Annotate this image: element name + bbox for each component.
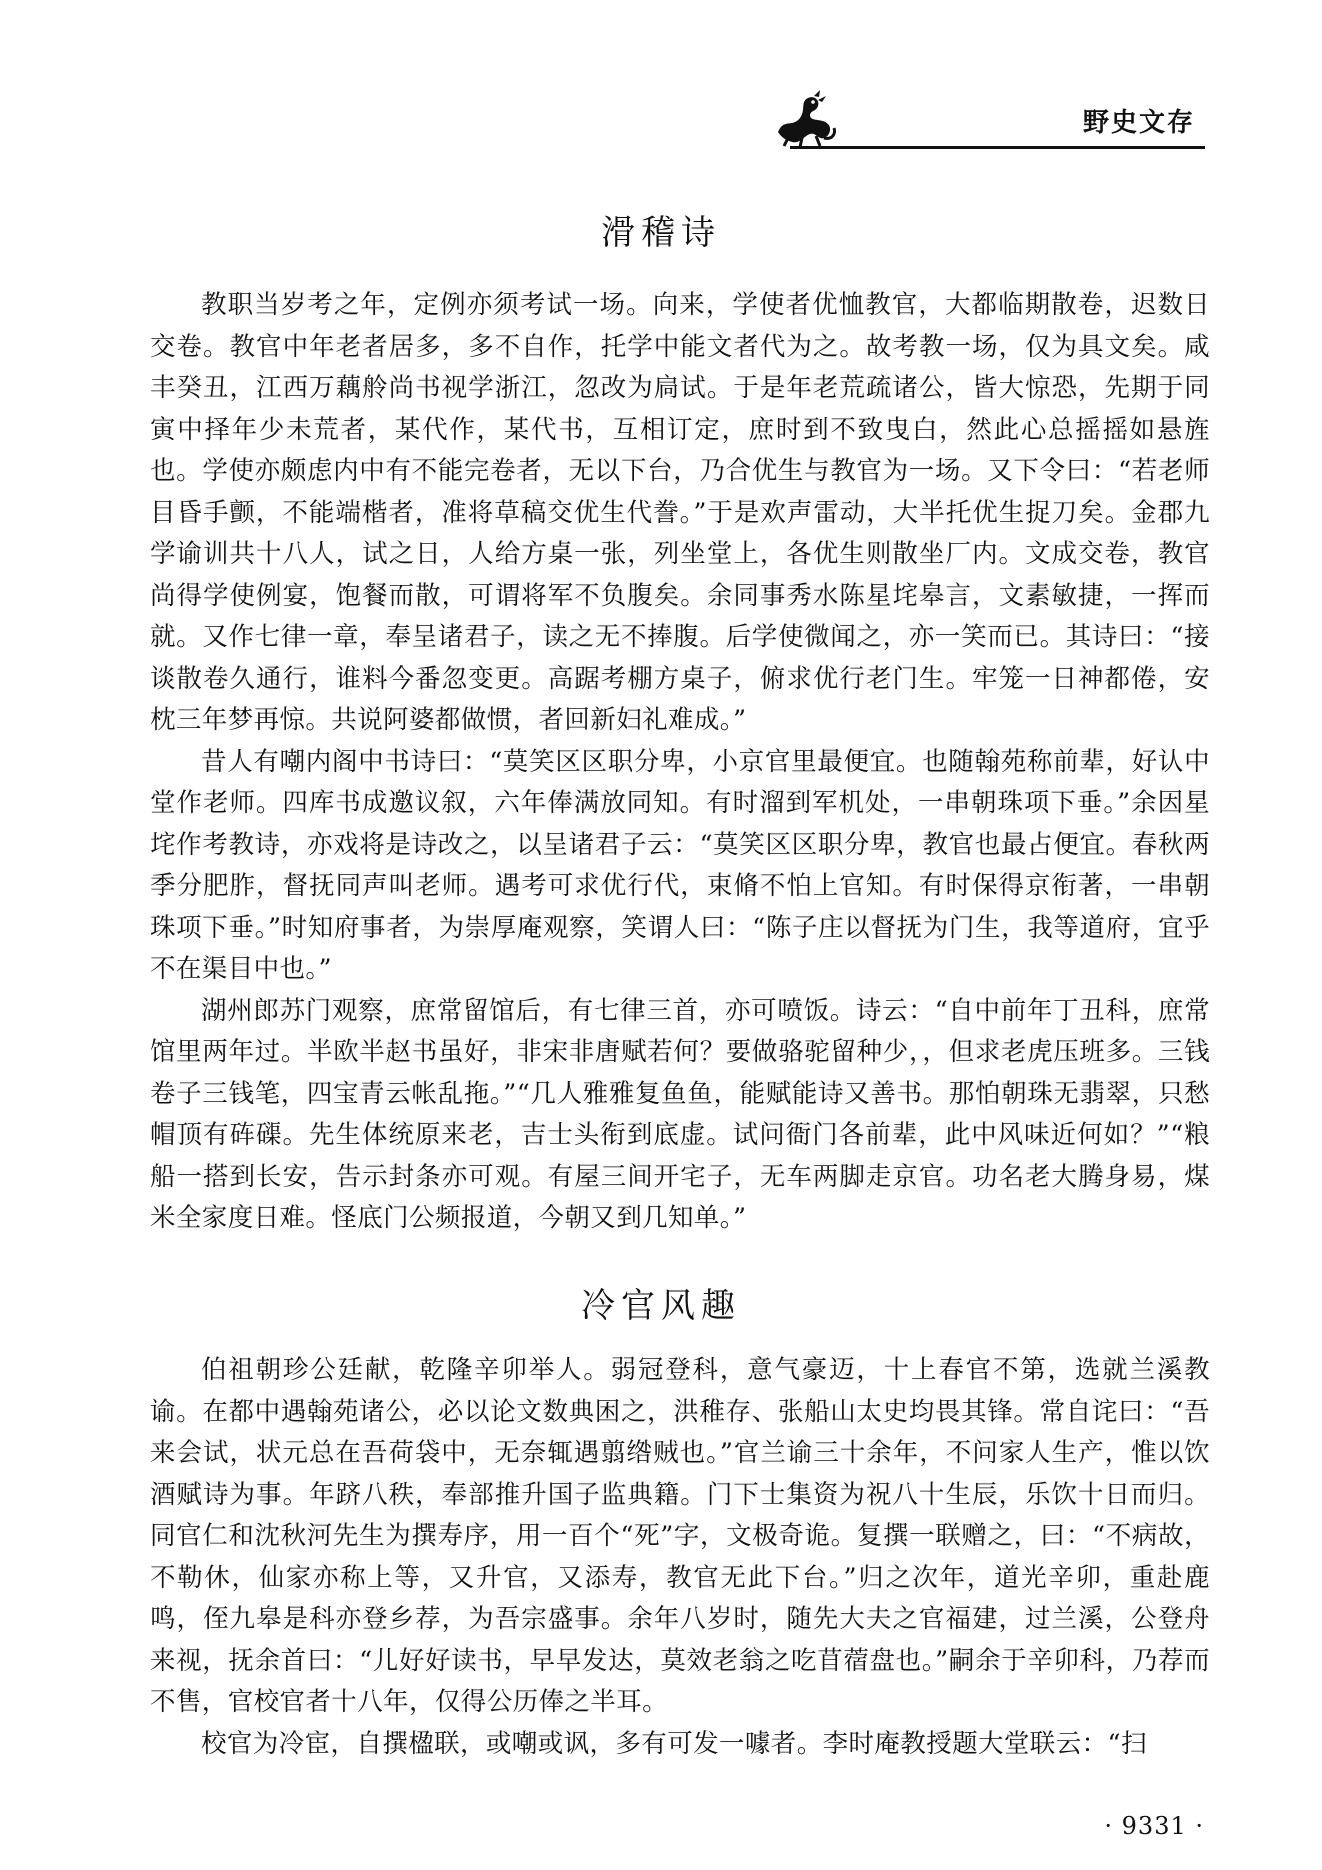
running-header (770, 80, 1205, 150)
paragraph: 伯祖朝珍公廷献，乾隆辛卯举人。弱冠登科，意气豪迈，十上春官不第，选就兰溪教谕。在都中遇翰苑诸公，必以论文数典困之，洪稚存、张船山太史均畏其锋。常自诧曰：“吾来会试，状元总在吾荷袋中，无奈辄遇翦绺贼也。”官兰谕三十余年，不问家人生产，惟以饮酒赋诗为事。年跻八秩，奉部推升国子监典籍。门下士集资为祝八十生辰，乐饮十日而归。同官仁和沈秋河先生为撰寿序，用一百个“死”字，文极奇诡。复撰一联赠之，曰：“不病故，不勒休，仙家亦称上等，又升官，又添寿，教官无此下台。”归之次年，道光辛卯，重赴鹿鸣，侄九皋是科亦登乡荐，为吾宗盛事。余年八岁时，随先大夫之官福建，过兰溪，公登舟来视，抚余首曰：“儿好好读书，早早发达，莫效老翁之吃苜蓿盘也。”嗣余于辛卯科，乃荐而不售，官校官者十八年，仅得公历俸之半耳。 (150, 1355, 1210, 1717)
article-body (150, 1350, 1210, 1765)
paragraph: 教职当岁考之年，定例亦须考试一场。向来，学使者优恤教官，大都临期散卷，迟数日交卷。教官中年老者居多，多不自作，托学中能文者代为之。故考教一场，仅为具文矣。咸丰癸丑，江西万藕舲尚书视学浙江，忽改为扃试。于是年老荒疏诸公，皆大惊恐，先期于同寅中择年少未荒者，某代作，某代书，互相订定，庶时到不致曳白，然此心总摇摇如悬旌也。学使亦颇虑内中有不能完卷者，无以下台，乃合优生与教官为一场。又下令曰：“若老师目昏手颤，不能端楷者，准将草稿交优生代誊。”于是欢声雷动，大半托优生捉刀矣。金郡九学谕训共十八人，试之日，人给方桌一张，列坐堂上，各优生则散坐厂内。文成交卷，教官尚得学使例宴，饱餐而散，可谓将军不负腹矣。余同事秀水陈星垞皋言，文素敏捷，一挥而就。又作七律一章，奉呈诸君子，读之无不捧腹。后学使微闻之，亦一笑而已。其诗曰：“接谈散卷久通行，谁料今番忽变更。高踞考棚方桌子，俯求优行老门生。牢笼一日神都倦，安枕三年梦再惊。共说阿婆都做惯，者回新妇礼难成。” (150, 290, 1210, 735)
header-rule (790, 146, 1205, 149)
page-number: · 9331 · (1104, 1812, 1204, 1840)
dragon-icon (770, 88, 840, 148)
paragraph: 昔人有嘲内阁中书诗曰：“莫笑区区职分卑，小京官里最便宜。也随翰苑称前辈，好认中堂作老师。四库书成邀议叙，六年俸满放同知。有时溜到军机处，一串朝珠项下垂。”余因星垞作考教诗，亦戏将是诗改之，以呈诸君子云：“莫笑区区职分卑，教官也最占便宜。春秋两季分肥胙，督抚同声叫老师。遇考可求优行代，束脩不怕上官知。有时保得京衔著，一串朝珠项下垂。”时知府事者，为崇厚庵观察，笑谓人曰：“陈子庄以督抚为门生，我等道府，宜乎不在渠目中也。” (150, 746, 1210, 984)
series-title: 野史文存 (1082, 108, 1195, 138)
paragraph: 湖州郎苏门观察，庶常留馆后，有七律三首，亦可喷饭。诗云：“自中前年丁丑科，庶常馆里两年过。半欧半赵书虽好，非宋非唐赋若何？要做骆驼留种少，，但求老虎压班多。三钱卷子三钱笔，四宝青云帐乱拖。”“几人雅雅复鱼鱼，能赋能诗又善书。那怕朝珠无翡翠，只愁帽顶有砗磲。先生体统原来老，吉士头衔到底虚。试问衙门各前辈，此中风味近何如？”“粮船一搭到长安，告示封条亦可观。有屋三间开宅子，无车两脚走京官。功名老大腾身易，煤米全家度日难。怪底门公频报道，今朝又到几知单。” (150, 995, 1210, 1233)
section-title: 滑稽诗 (601, 213, 721, 253)
section-title: 冷官风趣 (581, 1286, 741, 1326)
paragraph: 校官为冷宦，自撰楹联，或嘲或讽，多有可发一噱者。李时庵教授题大堂联云：“扫 (201, 1728, 1147, 1759)
article-body (150, 285, 1210, 1240)
